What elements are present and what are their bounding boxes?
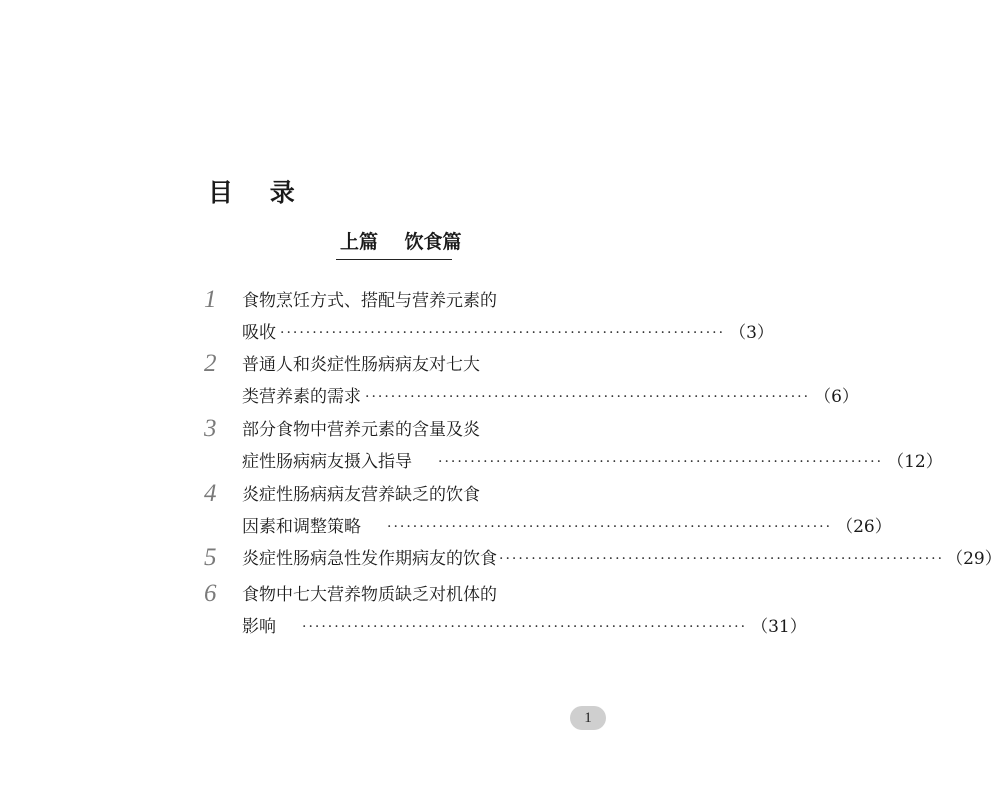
entry-title-line2: 症性肠病病友摄入指导 xyxy=(242,452,412,472)
entry-title-line1: 食物中七大营养物质缺乏对机体的 xyxy=(242,585,497,605)
entry-title-line2: 因素和调整策略 xyxy=(242,517,361,537)
entry-title-line1: 普通人和炎症性肠病病友对七大 xyxy=(242,355,480,375)
entry-title-line1: 炎症性肠病急性发作期病友的饮食 xyxy=(242,549,497,569)
section-heading-underline xyxy=(336,259,452,260)
entry-page-number: （29） xyxy=(946,549,1002,569)
entry-number: 5 xyxy=(204,544,217,571)
entry-number: 3 xyxy=(204,415,217,442)
entry-title-line1: 炎症性肠病病友营养缺乏的饮食 xyxy=(242,485,480,505)
dot-leader: ····································································· xyxy=(280,325,726,341)
dot-leader: ····································································· xyxy=(438,454,884,470)
entry-title-line2: 吸收 xyxy=(242,323,276,343)
entry-title-line2: 影响 xyxy=(242,617,276,637)
entry-number: 4 xyxy=(204,480,217,507)
entry-page-number: （26） xyxy=(836,517,892,537)
toc-title: 目 录 xyxy=(208,178,309,207)
entry-title-line2: 类营养素的需求 xyxy=(242,387,361,407)
dot-leader: ····································································· xyxy=(387,519,833,535)
entry-page-number: （3） xyxy=(729,323,774,343)
dot-leader: ····································································· xyxy=(499,551,945,567)
dot-leader: ····································································· xyxy=(365,389,811,405)
entry-page-number: （31） xyxy=(751,617,807,637)
entry-page-number: （12） xyxy=(887,452,943,472)
entry-number: 1 xyxy=(204,286,217,313)
entry-page-number: （6） xyxy=(814,387,859,407)
entry-title-line1: 食物烹饪方式、搭配与营养元素的 xyxy=(242,291,497,311)
entry-number: 6 xyxy=(204,580,217,607)
page-number-badge: 1 xyxy=(570,706,606,730)
dot-leader: ····································································· xyxy=(302,619,748,635)
entry-title-line1: 部分食物中营养元素的含量及炎 xyxy=(242,420,480,440)
section-heading: 上篇 饮食篇 xyxy=(340,231,462,253)
entry-number: 2 xyxy=(204,350,217,377)
